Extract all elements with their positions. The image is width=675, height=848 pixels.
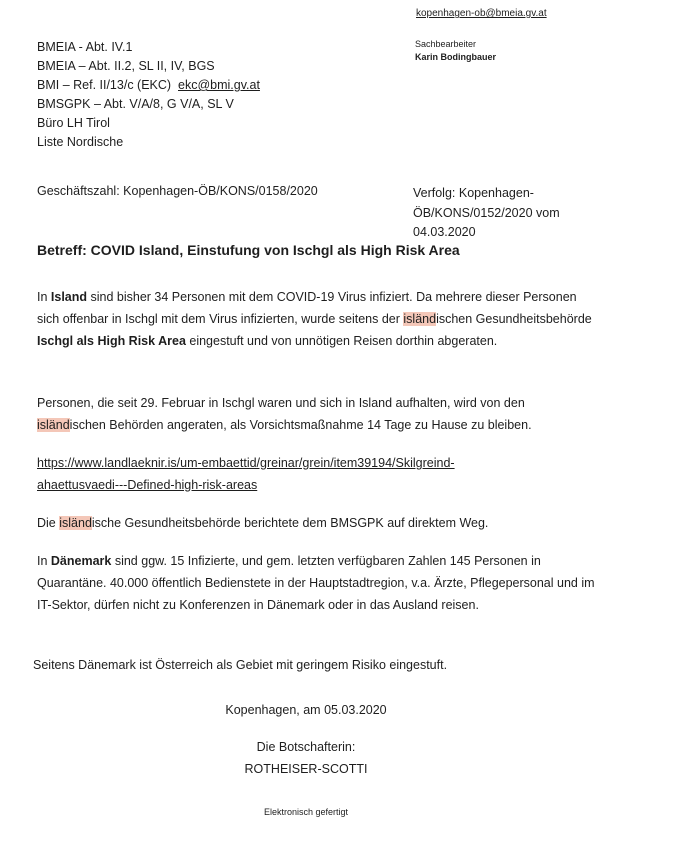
geschaeftszahl: Geschäftszahl: Kopenhagen-ÖB/KONS/0158/2020 <box>37 184 318 198</box>
signature-title: Die Botschafterin: <box>256 740 356 754</box>
recipient-text: BMI – Ref. II/13/c (EKC) <box>37 78 179 92</box>
text: ischen Gesundheitsbehörde <box>436 312 592 326</box>
paragraph-austria-status: Seitens Dänemark ist Österreich als Gebiet mit geringem Risiko eingestuft. <box>33 658 448 672</box>
sachbearbeiter-name: Karin Bodingbauer <box>415 52 497 62</box>
subject-heading: Betreff: COVID Island, Einstufung von Ischgl als High Risk Area <box>37 242 460 258</box>
text: In <box>37 554 51 568</box>
source-url-link[interactable] <box>37 452 597 496</box>
url-line[interactable]: ahaettusvaedi---Defined-high-risk-areas <box>37 478 258 492</box>
bold-text: Ischgl als High Risk Area <box>37 334 186 348</box>
highlighted-term: isländ <box>59 516 92 530</box>
paragraph-quarantine <box>37 392 597 436</box>
verfolg-line: ÖB/KONS/0152/2020 vom <box>413 205 560 220</box>
paragraph-island <box>37 286 597 352</box>
recipient-line <box>37 76 260 95</box>
verfolg-line: 04.03.2020 <box>413 225 476 239</box>
recipient-line: Liste Nordische <box>37 135 124 149</box>
text: Die <box>37 516 60 530</box>
recipient-line: BMEIA – Abt. II.2, SL II, IV, BGS <box>37 59 215 73</box>
recipient-email-link[interactable]: ekc@bmi.gv.at <box>178 78 260 92</box>
text: eingestuft und von unnötigen Reisen dorthin abgeraten. <box>185 334 498 348</box>
text: sind ggw. 15 Infizierte, und gem. letzten verfügbaren Zahlen 145 Personen in Quarantäne. 40.000 öffentlich Bedienstete in der Hauptstadtregion, v.a. Ärzte, Pflegepersonal und im IT-Sektor, dürfen nicht zu Konferenzen in Dänemark oder in das Ausland reisen. <box>37 554 595 612</box>
verfolg-line: Verfolg: Kopenhagen- <box>413 186 534 200</box>
paragraph-denmark <box>37 550 597 616</box>
verfolg-reference <box>413 184 603 243</box>
bold-text: Island <box>50 290 88 304</box>
bold-text: Dänemark <box>50 554 112 568</box>
highlighted-term: isländ <box>37 418 70 432</box>
text: sind bisher 34 Personen mit dem COVID-19 Virus infiziert. Da mehrere dieser Personen sich offenbar in Ischgl mit dem Virus infizierten, wurde seitens der <box>37 290 577 326</box>
sachbearbeiter-block <box>415 38 496 64</box>
highlighted-term: isländ <box>403 312 437 326</box>
recipient-line: Büro LH Tirol <box>37 116 110 130</box>
recipient-list <box>37 38 260 152</box>
paragraph-report <box>37 512 597 534</box>
text: In <box>37 290 51 304</box>
text: Personen, die seit 29. Februar in Ischgl waren und sich in Island aufhalten, wird von den <box>37 396 525 410</box>
sender-email-link[interactable]: kopenhagen-ob@bmeia.gv.at <box>416 8 547 19</box>
text: ischen Behörden angeraten, als Vorsichtsmaßnahme 14 Tage zu Hause zu bleiben. <box>69 418 532 432</box>
url-line[interactable]: https://www.landlaeknir.is/um-embaettid/greinar/grein/item39194/Skilgreind- <box>37 456 455 470</box>
signature-name: ROTHEISER-SCOTTI <box>244 762 368 776</box>
electronic-signature-note: Elektronisch gefertigt <box>263 807 349 817</box>
text: ische Gesundheitsbehörde berichtete dem BMSGPK auf direktem Weg. <box>91 516 489 530</box>
place-date: Kopenhagen, am 05.03.2020 <box>225 703 387 717</box>
recipient-line: BMEIA - Abt. IV.1 <box>37 40 133 54</box>
sachbearbeiter-label: Sachbearbeiter <box>415 39 477 49</box>
recipient-line: BMSGPK – Abt. V/A/8, G V/A, SL V <box>37 97 234 111</box>
